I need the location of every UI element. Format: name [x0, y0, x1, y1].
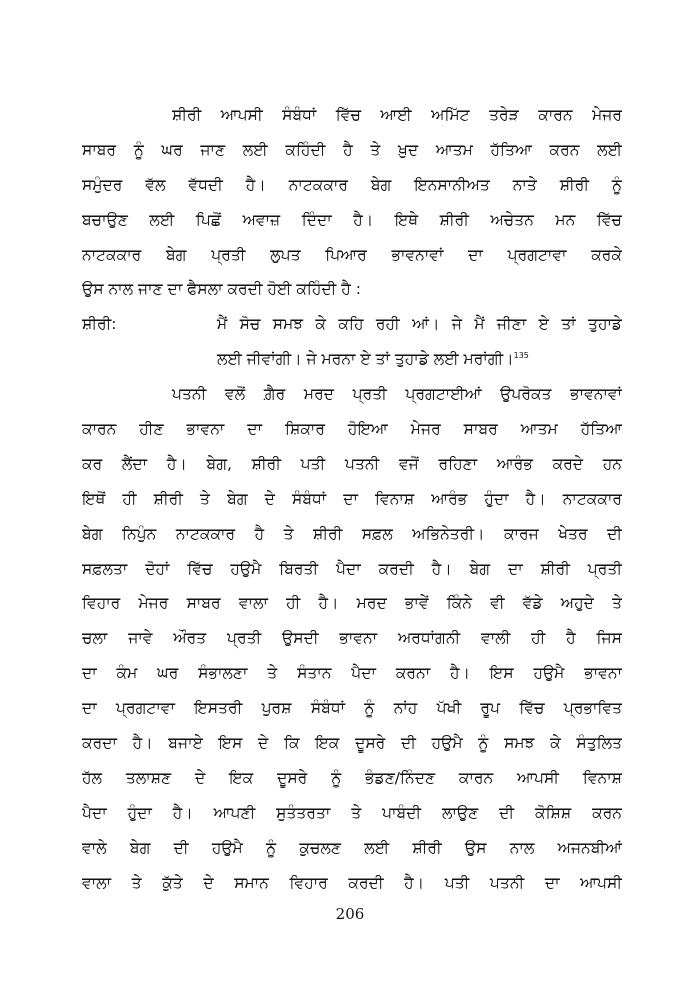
paragraph-2-line: ਪਤਨੀ ਵਲੋਂ ਗ਼ੈਰ ਮਰਦ ਪ੍ਰਤੀ ਪ੍ਰਗਟਾਈਆਂ ਉਪਰੋਕਤ ਭਾਵਨਾਵਾਂ	[172, 385, 622, 404]
page-number: 206	[335, 905, 365, 923]
body-text	[82, 98, 622, 900]
paragraph-2-line: ਵਿਹਾਰ ਮੇਜਰ ਸਾਬਰ ਵਾਲਾ ਹੀ ਹੈ। ਮਰਦ ਭਾਵੇਂ ਕਿੰਨੇ ਵੀ ਵੱਡੇ ਅਹੁਦੇ ਤੇ	[82, 594, 622, 613]
footnote-marker: 135	[513, 351, 529, 361]
paragraph-1-line: ਬਚਾਉਣ ਲਈ ਪਿਛੋਂ ਅਵਾਜ਼ ਦਿੰਦਾ ਹੈ। ਇਥੇ ਸ਼ੀਰੀ ਅਚੇਤਨ ਮਨ ਵਿੱਚ	[82, 210, 622, 229]
paragraph-2-line: ਕਰਦਾ ਹੈ। ਬਜਾਏ ਇਸ ਦੇ ਕਿ ਇਕ ਦੂਸਰੇ ਦੀ ਹਉਮੈ ਨੂੰ ਸਮਝ ਕੇ ਸੰਤੁਲਿਤ	[82, 734, 622, 753]
paragraph-1-line: ਸਮੁੰਦਰ ਵੱਲ ਵੱਧਦੀ ਹੈ। ਨਾਟਕਕਾਰ ਬੇਗ ਇਨਸਾਨੀਅਤ ਨਾਤੇ ਸ਼ੀਰੀ ਨੂੰ	[82, 175, 622, 194]
paragraph-1-line: ਸ਼ੀਰੀ ਆਪਸੀ ਸੰਬੰਧਾਂ ਵਿੱਚ ਆਈ ਅਮਿੱਟ ਤਰੇੜ ਕਾਰਨ ਮੇਜਰ	[172, 106, 622, 124]
paragraph-2-line: ਵਾਲਾ ਤੇ ਕੁੱਤੇ ਦੇ ਸਮਾਨ ਵਿਹਾਰ ਕਰਦੀ ਹੈ। ਪਤੀ ਪਤਨੀ ਦਾ ਆਪਸੀ	[82, 873, 622, 892]
paragraph-2-line: ਕਾਰਨ ਹੀਣ ਭਾਵਨਾ ਦਾ ਸ਼ਿਕਾਰ ਹੋਇਆ ਮੇਜਰ ਸਾਬਰ ਆਤਮ ਹੱਤਿਆ	[82, 420, 622, 439]
paragraph-2-line: ਇਥੋਂ ਹੀ ਸ਼ੀਰੀ ਤੇ ਬੇਗ ਦੇ ਸੰਬੰਧਾਂ ਦਾ ਵਿਨਾਸ਼ ਆਰੰਭ ਹੁੰਦਾ ਹੈ। ਨਾਟਕਕਾਰ	[82, 489, 622, 508]
paragraph-2-line: ਕਰ ਲੈਂਦਾ ਹੈ। ਬੇਗ, ਸ਼ੀਰੀ ਪਤੀ ਪਤਨੀ ਵਜੋਂ ਰਹਿਣਾ ਆਰੰਭ ਕਰਦੇ ਹਨ	[82, 454, 622, 473]
paragraph-2-line: ਦਾ ਕੰਮ ਘਰ ਸੰਭਾਲਣਾ ਤੇ ਸੰਤਾਨ ਪੈਦਾ ਕਰਨਾ ਹੈ। ਇਸ ਹਉਮੈ ਭਾਵਨਾ	[82, 664, 622, 683]
dialogue-speaker: ਸ਼ੀਰੀ:	[82, 315, 117, 334]
paragraph-2-line: ਸਫ਼ਲਤਾ ਦੋਹਾਂ ਵਿੱਚ ਹਉਮੈ ਬਿਰਤੀ ਪੈਦਾ ਕਰਦੀ ਹੈ। ਬੇਗ ਦਾ ਸ਼ੀਰੀ ਪ੍ਰਤੀ	[82, 559, 622, 578]
dialogue-line: ਮੈਂ ਸੋਚ ਸਮਝ ਕੇ ਕਹਿ ਰਹੀ ਆਂ। ਜੇ ਮੈਂ ਜੀਣਾ ਏ ਤਾਂ ਤੁਹਾਡੇ	[217, 315, 622, 334]
paragraph-2-line: ਵਾਲੇ ਬੇਗ ਦੀ ਹਉਮੈ ਨੂੰ ਕੁਚਲਣ ਲਈ ਸ਼ੀਰੀ ਉਸ ਨਾਲ ਅਜਨਬੀਆਂ	[82, 838, 622, 857]
dialogue-line: ਲਈ ਜੀਵਾਂਗੀ। ਜੇ ਮਰਨਾ ਏ ਤਾਂ ਤੁਹਾਡੇ ਲਈ ਮਰਾਂਗੀ।	[217, 350, 514, 369]
paragraph-2-line: ਬੇਗ ਨਿਪੁੰਨ ਨਾਟਕਕਾਰ ਹੈ ਤੇ ਸ਼ੀਰੀ ਸਫ਼ਲ ਅਭਿਨੇਤਰੀ। ਕਾਰਜ ਖੇਤਰ ਦੀ	[82, 524, 622, 543]
paragraph-2-line: ਚਲਾ ਜਾਵੇ ਔਰਤ ਪ੍ਰਤੀ ਉਸਦੀ ਭਾਵਨਾ ਅਰਧਾਂਗਨੀ ਵਾਲੀ ਹੀ ਹੈ ਜਿਸ	[82, 629, 622, 648]
paragraph-1-line: ਉਸ ਨਾਲ ਜਾਣ ਦਾ ਫੈਸਲਾ ਕਰਦੀ ਹੋਈ ਕਹਿੰਦੀ ਹੈ :	[82, 280, 361, 299]
paragraph-1-line: ਸਾਬਰ ਨੂੰ ਘਰ ਜਾਣ ਲਈ ਕਹਿੰਦੀ ਹੈ ਤੇ ਖ਼ੁਦ ਆਤਮ ਹੱਤਿਆ ਕਰਨ ਲਈ	[82, 140, 622, 159]
dialogue-row	[82, 307, 622, 342]
paragraph-1-line: ਨਾਟਕਕਾਰ ਬੇਗ ਪ੍ਰਤੀ ਲੁਪਤ ਪਿਆਰ ਭਾਵਨਾਵਾਂ ਦਾ ਪ੍ਰਗਟਾਵਾ ਕਰਕੇ	[82, 245, 622, 264]
paragraph-2-line: ਪੈਦਾ ਹੁੰਦਾ ਹੈ। ਆਪਣੀ ਸੁਤੰਤਰਤਾ ਤੇ ਪਾਬੰਦੀ ਲਾਉਣ ਦੀ ਕੋਸ਼ਿਸ਼ ਕਰਨ	[82, 803, 622, 822]
paragraph-2-line: ਦਾ ਪ੍ਰਗਟਾਵਾ ਇਸਤਰੀ ਪੁਰਸ਼ ਸੰਬੰਧਾਂ ਨੂੰ ਨਾਂਹ ਪੱਖੀ ਰੂਪ ਵਿੱਚ ਪ੍ਰਭਾਵਿਤ	[82, 699, 622, 718]
dialogue-continuation	[82, 342, 622, 377]
paragraph-2-line: ਹੱਲ ਤਲਾਸ਼ਣ ਦੇ ਇਕ ਦੂਸਰੇ ਨੂੰ ਭੰਡਣ/ਨਿੰਦਣ ਕਾਰਨ ਆਪਸੀ ਵਿਨਾਸ਼	[82, 768, 622, 787]
